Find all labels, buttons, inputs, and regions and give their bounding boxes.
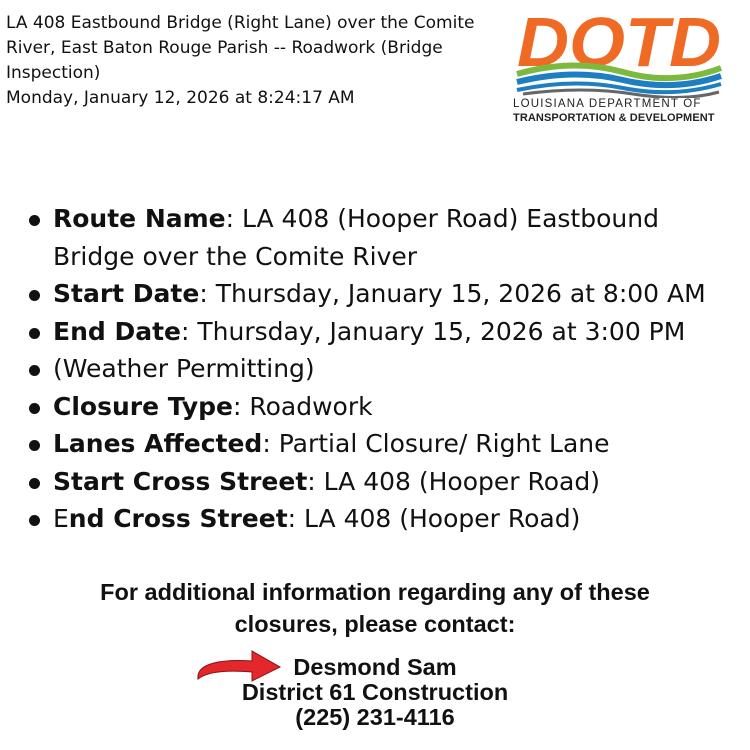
detail-value: (Weather Permitting) [53,354,315,383]
closure-details-list [28,200,738,538]
contact-intro-line-1: For additional information regarding any of these [100,579,650,605]
logo-line-2: TRANSPORTATION & DEVELOPMENT [513,112,715,124]
detail-value: : Partial Closure/ Right Lane [262,429,610,458]
notice-header [6,11,516,111]
detail-value: : LA 408 (Hooper Road) Eastbound [225,204,659,233]
detail-label: Lanes Affected [53,429,263,458]
detail-lanes-affected [28,425,738,463]
detail-value: : Thursday, January 15, 2026 at 8:00 AM [199,279,706,308]
bullet-icon [29,328,40,339]
bullet-icon [29,403,40,414]
bullet-icon [29,478,40,489]
detail-end-cross-street [28,500,738,538]
notice-timestamp: Monday, January 12, 2026 at 8:24:17 AM [6,88,355,108]
detail-label: Route Name [53,204,226,233]
detail-label: nd Cross Street [68,504,288,533]
detail-value: : LA 408 (Hooper Road) [307,466,600,496]
detail-label: End Date [53,316,182,346]
notice-title-line-3: Inspection) [6,63,101,83]
detail-value: : Thursday, January 15, 2026 at 3:00 PM [181,316,686,346]
detail-label-prefix: E [53,504,69,533]
bullet-icon [29,365,40,376]
detail-value: : LA 408 (Hooper Road) [287,504,581,533]
detail-value-continued: Bridge over the Comite River [53,241,418,271]
bullet-icon [29,215,40,226]
dotd-logo [513,8,725,128]
notice-title-line-2: River, East Baton Rouge Parish -- Roadwork (Bridge [6,38,443,58]
contact-phone[interactable]: (225) 231-4116 [295,704,455,730]
contact-name: Desmond Sam [293,654,457,680]
detail-end-date [28,313,738,351]
notice-title-line-1: LA 408 Eastbound Bridge (Right Lane) over the Comite [6,13,475,33]
contact-intro [40,576,710,640]
contact-card [200,655,550,730]
logo-line-1: LOUISIANA DEPARTMENT OF [513,98,702,110]
contact-intro-line-2: closures, please contact: [234,611,516,637]
detail-closure-type [28,388,738,426]
bullet-icon [29,290,40,301]
detail-label: Closure Type [53,391,233,421]
contact-office: District 61 Construction [241,679,509,705]
detail-label: Start Date [53,279,200,308]
bullet-icon [29,515,40,526]
detail-start-cross-street [28,463,738,501]
detail-weather-note [28,350,738,388]
detail-label: Start Cross Street [53,466,308,496]
detail-start-date [28,275,738,313]
dotd-logo-mark [513,8,725,98]
detail-value: : Roadwork [233,391,373,421]
detail-route-name [28,200,738,275]
dotd-wordmark: DOTD [517,8,721,81]
bullet-icon [29,440,40,451]
